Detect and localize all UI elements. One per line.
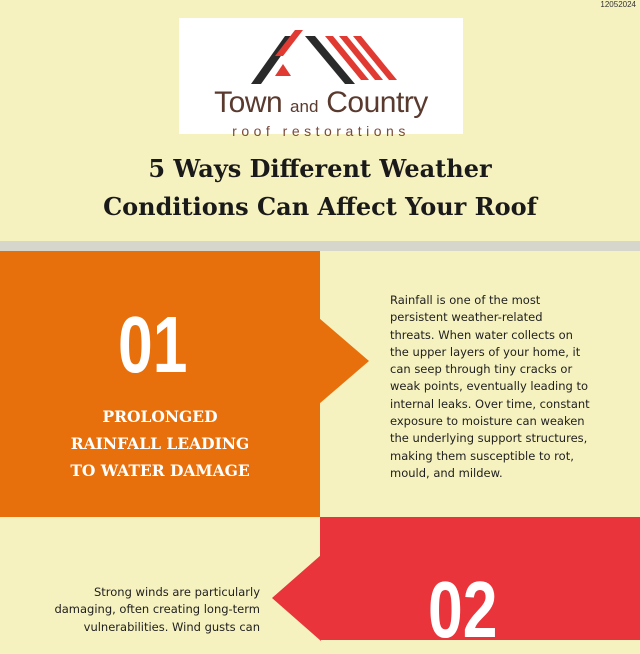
arrow-right-icon <box>319 318 369 404</box>
title-line: 5 Ways Different Weather <box>148 154 492 183</box>
company-logo <box>179 18 463 139</box>
arrow-left-icon <box>272 555 321 641</box>
section-number: 02 <box>428 565 498 654</box>
brand-tagline: roof restorations <box>232 123 410 139</box>
section-heading: PROLONGED RAINFALL LEADING TO WATER DAMAGE <box>70 407 250 480</box>
page-title <box>60 150 580 226</box>
section-body: Strong winds are particularly damaging, often creating long-term vulnerabilities. Wind gusts can <box>54 585 260 634</box>
document-id: 12052024 <box>600 0 636 9</box>
section-body: Rainfall is one of the most persistent weather-related threats. When water collects on the upper layers of your home, it can seep through tiny cracks or weak points, eventually leading to internal leaks. Over time, constant exposure to moisture can weaken the underlying support structures, making them susceptible to rot, mould, and mildew. <box>390 293 590 480</box>
title-line: Conditions Can Affect Your Roof <box>103 192 537 221</box>
brand-name: Town and Country <box>214 86 428 119</box>
divider <box>0 241 640 251</box>
section-number: 01 <box>118 300 188 389</box>
